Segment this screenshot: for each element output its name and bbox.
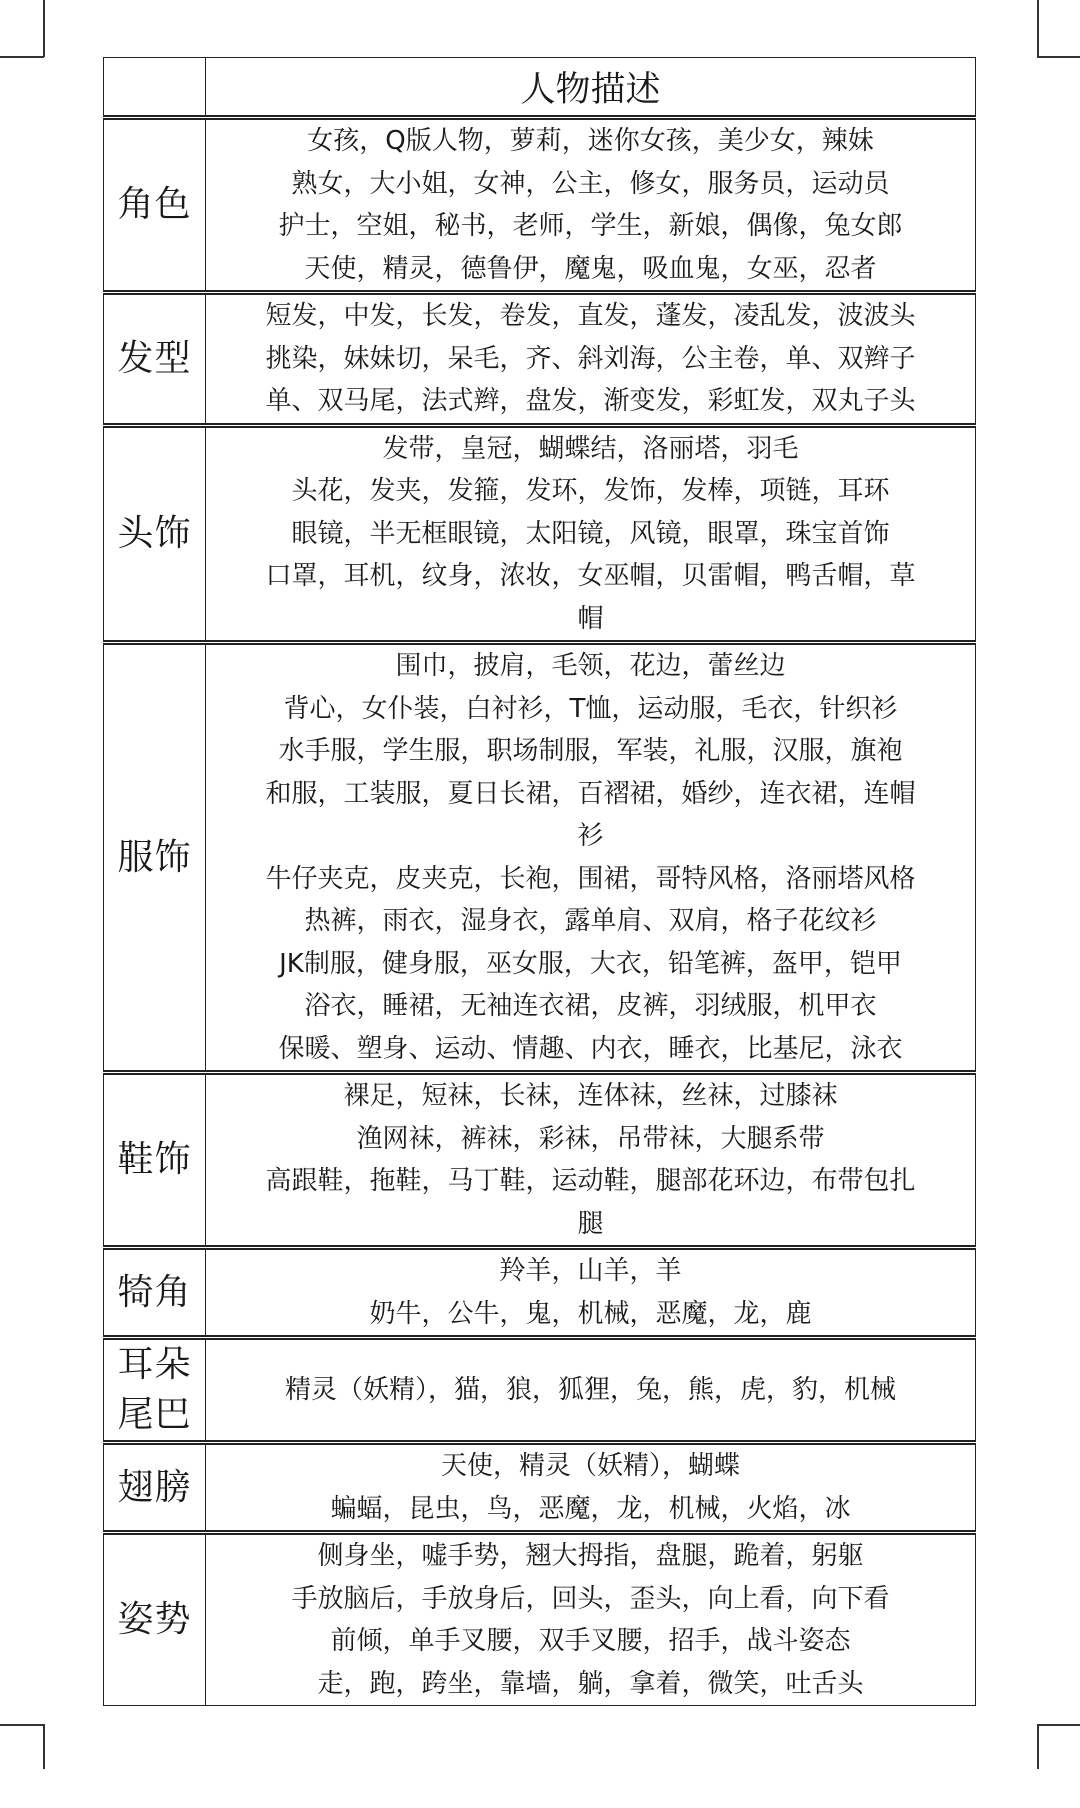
content-line: 围巾，披肩，毛领，花边，蕾丝边 bbox=[395, 651, 786, 681]
row-content bbox=[206, 1533, 976, 1706]
table-row bbox=[104, 643, 976, 1073]
row-content bbox=[206, 1248, 976, 1338]
content-line: 奶牛，公牛，鬼，机械，恶魔，龙，鹿 bbox=[369, 1298, 812, 1329]
table-body bbox=[104, 58, 976, 1706]
content-line: 蝙蝠，昆虫，鸟，恶魔，龙，机械，火焰，冰 bbox=[330, 1493, 851, 1524]
content-line: 眼镜，半无框眼镜，太阳镜，风镜，眼罩，珠宝首饰 bbox=[291, 518, 890, 549]
row-content bbox=[206, 293, 976, 426]
content-line: 和服，工装服，夏日长裙，百褶裙，婚纱，连衣裙，连帽 bbox=[265, 778, 916, 809]
content-line: 发带，皇冠，蝴蝶结，洛丽塔，羽毛 bbox=[382, 433, 799, 464]
content-line: 侧身坐，嘘手势，翘大拇指，盘腿，跪着，躬躯 bbox=[317, 1541, 864, 1571]
content-line: 走，跑，跨坐，靠墙，躺，拿着，微笑，吐舌头 bbox=[317, 1668, 864, 1699]
content-line: 衫 bbox=[577, 821, 604, 851]
content-line: 手放脑后，手放身后，回头，歪头，向上看，向下看 bbox=[291, 1583, 890, 1614]
content-line: 水手服，学生服，职场制服，军装，礼服，汉服，旗袍 bbox=[278, 736, 903, 766]
content-line: 单、双马尾，法式辫，盘发，渐变发，彩虹发，双丸子头 bbox=[265, 386, 916, 416]
row-label bbox=[104, 1533, 206, 1706]
content-line: 天使，精灵，德鲁伊，魔鬼，吸血鬼，女巫，忍者 bbox=[304, 253, 877, 284]
table-row bbox=[104, 1533, 976, 1706]
crop-mark-bottom-right-v bbox=[1037, 1724, 1039, 1769]
content-line: JK制服，健身服，巫女服，大衣，铅笔裤，盔甲，铠甲 bbox=[279, 948, 902, 979]
content-line: 高跟鞋，拖鞋，马丁鞋，运动鞋，腿部花环边，布带包扎 bbox=[265, 1166, 916, 1196]
row-label-line: 犄角 bbox=[117, 1271, 192, 1313]
table-row bbox=[104, 1338, 976, 1443]
row-content bbox=[206, 643, 976, 1073]
row-label-line: 尾巴 bbox=[117, 1394, 192, 1435]
row-label bbox=[104, 118, 206, 293]
crop-mark-bottom-left-v bbox=[43, 1724, 45, 1769]
content-line: 女孩，Q版人物，萝莉，迷你女孩，美少女，辣妹 bbox=[307, 126, 874, 156]
content-line: 头花，发夹，发箍，发环，发饰，发棒，项链，耳环 bbox=[291, 476, 890, 506]
row-label bbox=[104, 1338, 206, 1443]
crop-mark-top-right-h bbox=[1037, 56, 1080, 58]
row-label-line: 翅膀 bbox=[117, 1466, 192, 1508]
row-label bbox=[104, 1073, 206, 1248]
crop-mark-top-left-h bbox=[0, 56, 44, 58]
row-content bbox=[206, 1338, 976, 1443]
crop-mark-bottom-left-h bbox=[0, 1724, 44, 1726]
row-label-line: 头饰 bbox=[117, 512, 192, 554]
row-label-line: 发型 bbox=[117, 337, 192, 379]
content-line: 帽 bbox=[577, 603, 604, 634]
content-line: 护士，空姐，秘书，老师，学生，新娘，偶像，兔女郎 bbox=[278, 211, 903, 241]
table-row bbox=[104, 118, 976, 293]
content-line: 牛仔夹克，皮夹克，长袍，围裙，哥特风格，洛丽塔风格 bbox=[265, 863, 916, 894]
row-label bbox=[104, 1443, 206, 1533]
row-content bbox=[206, 1073, 976, 1248]
crop-mark-top-right-v bbox=[1037, 0, 1039, 57]
crop-mark-top-left-v bbox=[43, 0, 45, 57]
row-content bbox=[206, 425, 976, 643]
content-line: 口罩，耳机，纹身，浓妆，女巫帽，贝雷帽，鸭舌帽，草 bbox=[265, 561, 916, 591]
row-label-line: 耳朵 bbox=[117, 1344, 192, 1385]
content-line: 保暖、塑身、运动、情趣、内衣，睡衣，比基尼，泳衣 bbox=[278, 1033, 903, 1064]
crop-mark-bottom-right-h bbox=[1037, 1724, 1080, 1726]
row-label-line: 姿势 bbox=[117, 1599, 192, 1640]
content-line: 羚羊，山羊，羊 bbox=[499, 1256, 682, 1286]
header-blank-cell bbox=[104, 58, 206, 118]
row-label bbox=[104, 643, 206, 1073]
content-line: 裸足，短袜，长袜，连体袜，丝袜，过膝袜 bbox=[343, 1081, 838, 1111]
content-line: 精灵（妖精），猫，狼，狐狸，兔，熊，虎，豹，机械 bbox=[284, 1374, 896, 1405]
table-row bbox=[104, 425, 976, 643]
row-label bbox=[104, 425, 206, 643]
content-line: 挑染，妹妹切，呆毛，齐、斜刘海，公主卷，单、双辫子 bbox=[265, 343, 916, 374]
content-line: 渔网袜，裤袜，彩袜，吊带袜，大腿系带 bbox=[356, 1123, 825, 1154]
content-line: 腿 bbox=[577, 1208, 604, 1239]
row-label-line: 服饰 bbox=[117, 836, 192, 878]
row-label bbox=[104, 1248, 206, 1338]
row-label-line: 角色 bbox=[117, 184, 192, 225]
table-row bbox=[104, 1073, 976, 1248]
row-content bbox=[206, 118, 976, 293]
content-line: 前倾，单手叉腰，双手叉腰，招手，战斗姿态 bbox=[330, 1626, 851, 1656]
content-line: 背心，女仆装，白衬衫，T恤，运动服，毛衣，针织衫 bbox=[283, 693, 898, 724]
table-row bbox=[104, 1248, 976, 1338]
content-line: 热裤，雨衣，湿身衣，露单肩、双肩，格子花纹衫 bbox=[304, 906, 877, 936]
content-line: 天使，精灵（妖精），蝴蝶 bbox=[440, 1451, 740, 1481]
row-label bbox=[104, 293, 206, 426]
content-line: 熟女，大小姐，女神，公主，修女，服务员，运动员 bbox=[291, 168, 890, 199]
row-label-line: 鞋饰 bbox=[117, 1139, 192, 1180]
table-title: 人物描述 bbox=[206, 58, 976, 118]
content-line: 浴衣，睡裙，无袖连衣裙，皮裤，羽绒服，机甲衣 bbox=[304, 991, 877, 1021]
table-row bbox=[104, 293, 976, 426]
character-description-table bbox=[103, 57, 976, 1706]
content-line: 短发，中发，长发，卷发，直发，蓬发，凌乱发，波波头 bbox=[265, 301, 916, 331]
header-row bbox=[104, 58, 976, 118]
row-content bbox=[206, 1443, 976, 1533]
table-row bbox=[104, 1443, 976, 1533]
